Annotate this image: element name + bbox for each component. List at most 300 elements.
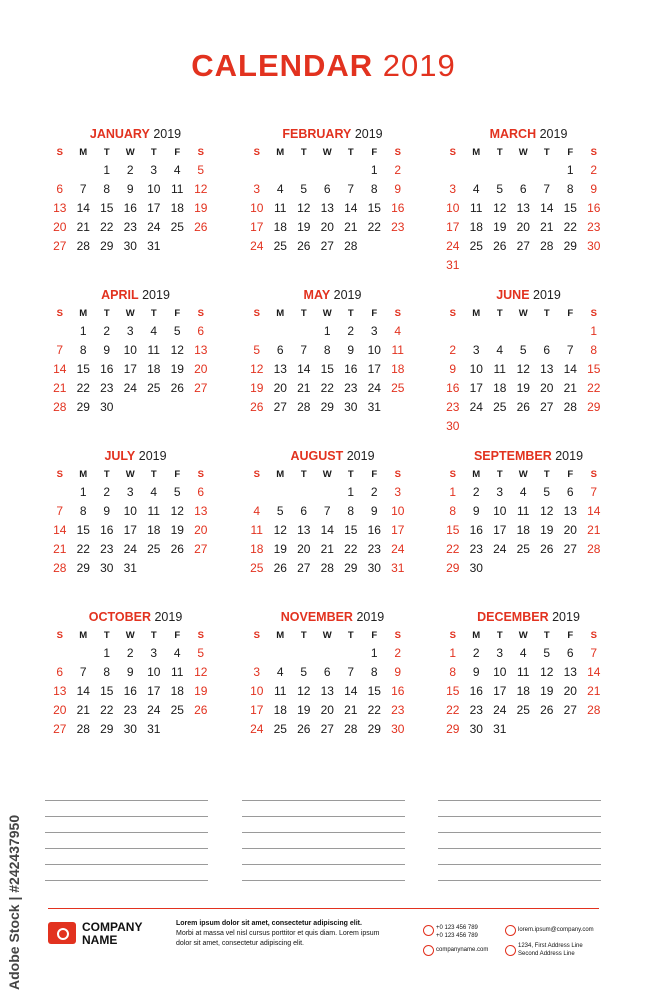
empty-day-cell: [72, 161, 96, 180]
day-cell: 21: [587, 523, 601, 537]
day-cell: 15: [100, 201, 114, 215]
weekday-header: T: [103, 630, 110, 641]
day-grid: [441, 467, 616, 578]
day-cell: 6: [276, 343, 284, 357]
day-cell: 10: [250, 684, 264, 698]
day-cell: 12: [250, 362, 264, 376]
day-cell: 18: [250, 542, 264, 556]
empty-day-cell: [316, 161, 340, 180]
day-cell: 29: [76, 561, 90, 575]
weekday-header: T: [496, 308, 503, 319]
day-grid: [245, 628, 420, 739]
day-cell: 3: [472, 343, 480, 357]
day-cell: 9: [103, 504, 111, 518]
month-title: MAY 2019: [303, 288, 362, 302]
day-cell: 28: [540, 239, 554, 253]
day-cell: 21: [344, 703, 358, 717]
day-cell: 24: [469, 400, 483, 414]
day-cell: 13: [53, 201, 67, 215]
month-june: [441, 288, 616, 436]
day-cell: 18: [170, 201, 184, 215]
day-cell: 10: [147, 182, 161, 196]
day-cell: 12: [170, 343, 184, 357]
weekday-header: T: [103, 469, 110, 480]
weekday-header: M: [276, 630, 285, 641]
day-cell: 16: [469, 523, 483, 537]
weekday-header: F: [567, 147, 574, 158]
day-cell: 31: [147, 239, 161, 253]
empty-day-cell: [488, 161, 512, 180]
empty-day-cell: [245, 644, 269, 663]
day-cell: 25: [391, 381, 405, 395]
day-cell: 10: [446, 201, 460, 215]
weekday-header: F: [174, 308, 181, 319]
day-cell: 29: [320, 400, 334, 414]
day-cell: 16: [446, 381, 460, 395]
day-cell: 7: [590, 485, 598, 499]
day-cell: 15: [563, 201, 577, 215]
day-cell: 24: [250, 722, 264, 736]
day-cell: 11: [517, 665, 530, 679]
day-grid: [48, 628, 223, 739]
day-cell: 16: [100, 362, 114, 376]
day-cell: 8: [449, 665, 457, 679]
day-cell: 6: [197, 324, 205, 338]
empty-day-cell: [559, 322, 583, 341]
weekday-header: S: [394, 147, 401, 158]
empty-day-cell: [245, 322, 269, 341]
day-cell: 10: [147, 665, 161, 679]
month-title: MARCH 2019: [489, 127, 568, 141]
day-cell: 26: [194, 220, 208, 234]
day-cell: 19: [170, 362, 184, 376]
empty-day-cell: [269, 644, 293, 663]
weekday-header: S: [449, 469, 456, 480]
day-cell: 5: [300, 665, 308, 679]
day-cell: 31: [446, 258, 460, 272]
day-cell: 5: [543, 646, 551, 660]
day-cell: 4: [394, 324, 402, 338]
weekday-header: F: [371, 147, 378, 158]
day-cell: 4: [173, 646, 181, 660]
day-cell: 13: [273, 362, 287, 376]
day-cell: 25: [273, 722, 287, 736]
weekday-header: S: [56, 630, 63, 641]
day-grid: [245, 306, 420, 417]
day-cell: 29: [344, 561, 358, 575]
day-cell: 13: [53, 684, 67, 698]
day-cell: 5: [173, 485, 181, 499]
day-cell: 31: [147, 722, 161, 736]
day-cell: 27: [273, 400, 287, 414]
day-cell: 10: [391, 504, 405, 518]
day-cell: 2: [590, 163, 598, 177]
empty-day-cell: [48, 161, 72, 180]
day-cell: 19: [194, 201, 208, 215]
day-cell: 19: [194, 684, 208, 698]
day-cell: 16: [123, 201, 137, 215]
empty-day-cell: [269, 161, 293, 180]
day-cell: 8: [103, 182, 111, 196]
day-cell: 16: [469, 684, 483, 698]
day-cell: 25: [493, 400, 507, 414]
day-cell: 23: [344, 381, 358, 395]
day-cell: 24: [493, 703, 507, 717]
day-cell: 26: [297, 722, 311, 736]
day-cell: 11: [274, 201, 287, 215]
camera-logo-icon: [48, 922, 76, 944]
day-cell: 22: [563, 220, 577, 234]
day-cell: 5: [253, 343, 261, 357]
weekday-header: M: [79, 147, 88, 158]
day-cell: 9: [590, 182, 598, 196]
weekday-header: T: [496, 469, 503, 480]
day-cell: 12: [194, 182, 208, 196]
day-cell: 13: [320, 201, 334, 215]
day-cell: 20: [563, 523, 577, 537]
day-cell: 29: [367, 722, 381, 736]
weekday-header: T: [543, 308, 550, 319]
day-cell: 31: [367, 400, 381, 414]
day-cell: 15: [446, 684, 460, 698]
day-cell: 15: [367, 201, 381, 215]
day-cell: 9: [472, 504, 480, 518]
day-cell: 27: [516, 239, 530, 253]
day-cell: 10: [250, 201, 264, 215]
day-cell: 29: [100, 239, 114, 253]
weekday-header: T: [543, 469, 550, 480]
weekday-header: F: [174, 469, 181, 480]
day-cell: 8: [323, 343, 331, 357]
weekday-header: M: [79, 308, 88, 319]
day-cell: 18: [391, 362, 405, 376]
month-october: [48, 610, 223, 739]
weekday-header: M: [79, 469, 88, 480]
day-cell: 4: [472, 182, 480, 196]
day-cell: 6: [197, 485, 205, 499]
day-cell: 13: [516, 201, 530, 215]
day-cell: 26: [540, 703, 554, 717]
weekday-header: W: [125, 147, 135, 158]
day-cell: 10: [469, 362, 483, 376]
day-cell: 23: [123, 703, 137, 717]
weekday-header: T: [543, 630, 550, 641]
day-cell: 28: [587, 703, 601, 717]
day-cell: 8: [590, 343, 598, 357]
day-cell: 4: [253, 504, 261, 518]
day-cell: 5: [543, 485, 551, 499]
day-cell: 14: [76, 201, 90, 215]
day-cell: 2: [394, 646, 402, 660]
weekday-header: S: [253, 308, 260, 319]
day-cell: 8: [79, 343, 87, 357]
day-cell: 26: [273, 561, 287, 575]
empty-day-cell: [316, 483, 340, 502]
day-cell: 16: [391, 201, 405, 215]
month-title: FEBRUARY 2019: [282, 127, 383, 141]
day-cell: 17: [147, 684, 161, 698]
day-cell: 6: [543, 343, 551, 357]
weekday-header: F: [174, 630, 181, 641]
day-cell: 26: [540, 542, 554, 556]
day-cell: 22: [100, 220, 114, 234]
day-cell: 1: [449, 646, 457, 660]
day-cell: 19: [250, 381, 264, 395]
day-cell: 15: [446, 523, 460, 537]
day-cell: 8: [103, 665, 111, 679]
day-cell: 25: [516, 542, 530, 556]
day-cell: 28: [563, 400, 577, 414]
notes-lines-1: [45, 800, 208, 896]
day-cell: 31: [493, 722, 507, 736]
day-cell: 7: [347, 665, 355, 679]
weekday-header: S: [449, 308, 456, 319]
day-cell: 29: [446, 722, 460, 736]
day-cell: 28: [587, 542, 601, 556]
day-cell: 16: [344, 362, 358, 376]
weekday-header: S: [590, 630, 597, 641]
day-cell: 23: [469, 542, 483, 556]
day-cell: 25: [516, 703, 530, 717]
day-cell: 13: [194, 343, 208, 357]
day-cell: 7: [79, 665, 87, 679]
day-cell: 30: [446, 419, 460, 433]
day-cell: 22: [587, 381, 601, 395]
day-cell: 30: [123, 722, 137, 736]
day-cell: 1: [590, 324, 598, 338]
day-cell: 4: [276, 665, 284, 679]
day-cell: 27: [53, 239, 67, 253]
month-title: DECEMBER 2019: [477, 610, 580, 624]
weekday-header: S: [56, 308, 63, 319]
day-cell: 6: [56, 182, 64, 196]
day-cell: 23: [391, 220, 405, 234]
day-cell: 23: [123, 220, 137, 234]
day-cell: 2: [347, 324, 355, 338]
day-cell: 1: [103, 163, 111, 177]
day-cell: 22: [320, 381, 334, 395]
day-cell: 10: [123, 343, 137, 357]
month-title: OCTOBER 2019: [88, 610, 183, 624]
footer-lorem-bold: Lorem ipsum dolor sit amet, consectetur adipiscing elit.: [176, 920, 362, 927]
day-cell: 14: [540, 201, 554, 215]
day-cell: 7: [56, 504, 64, 518]
day-cell: 20: [516, 220, 530, 234]
day-cell: 12: [493, 201, 507, 215]
weekday-header: S: [394, 469, 401, 480]
empty-day-cell: [292, 161, 316, 180]
day-cell: 19: [273, 542, 287, 556]
day-cell: 26: [493, 239, 507, 253]
day-cell: 24: [391, 542, 405, 556]
day-cell: 5: [496, 182, 504, 196]
day-cell: 23: [391, 703, 405, 717]
weekday-header: T: [150, 308, 157, 319]
day-cell: 25: [147, 542, 161, 556]
day-cell: 11: [147, 343, 160, 357]
weekday-header: M: [472, 147, 481, 158]
stock-watermark: Adobe Stock | #242437950: [6, 814, 22, 990]
day-grid: [441, 628, 616, 739]
day-cell: 22: [76, 542, 90, 556]
weekday-header: W: [518, 308, 528, 319]
day-cell: 21: [563, 381, 577, 395]
weekday-header: S: [449, 147, 456, 158]
day-cell: 20: [563, 684, 577, 698]
day-cell: 3: [150, 163, 158, 177]
day-cell: 3: [496, 485, 504, 499]
month-november: [245, 610, 420, 739]
day-cell: 14: [587, 504, 601, 518]
title-word: CALENDAR: [191, 48, 374, 83]
weekday-header: S: [56, 469, 63, 480]
day-cell: 23: [100, 381, 114, 395]
day-cell: 18: [516, 684, 530, 698]
day-cell: 4: [276, 182, 284, 196]
day-cell: 30: [469, 722, 483, 736]
day-cell: 2: [126, 163, 134, 177]
month-august: [245, 449, 420, 578]
day-cell: 25: [170, 703, 184, 717]
day-cell: 20: [320, 220, 334, 234]
weekday-header: W: [322, 469, 332, 480]
day-cell: 12: [170, 504, 184, 518]
day-cell: 21: [76, 220, 90, 234]
day-cell: 1: [566, 163, 574, 177]
empty-day-cell: [465, 161, 489, 180]
day-cell: 27: [563, 703, 577, 717]
day-cell: 2: [472, 646, 480, 660]
day-cell: 5: [300, 182, 308, 196]
day-cell: 29: [587, 400, 601, 414]
mail-icon: [505, 925, 516, 936]
day-cell: 5: [173, 324, 181, 338]
day-cell: 17: [123, 362, 137, 376]
day-cell: 10: [367, 343, 381, 357]
day-cell: 27: [320, 239, 334, 253]
day-cell: 1: [79, 485, 87, 499]
day-cell: 24: [493, 542, 507, 556]
day-grid: [48, 145, 223, 256]
day-cell: 3: [126, 485, 134, 499]
day-cell: 4: [173, 163, 181, 177]
empty-day-cell: [245, 483, 269, 502]
day-cell: 13: [297, 523, 311, 537]
email: lorem.ipsum@company.com: [518, 927, 594, 933]
day-cell: 5: [519, 343, 527, 357]
company-name: COMPANY NAME: [82, 920, 143, 947]
day-cell: 9: [449, 362, 457, 376]
day-cell: 27: [194, 381, 208, 395]
day-cell: 19: [540, 523, 554, 537]
weekday-header: T: [150, 630, 157, 641]
day-cell: 28: [297, 400, 311, 414]
day-cell: 20: [53, 220, 67, 234]
footer-divider: [48, 908, 599, 909]
day-cell: 25: [170, 220, 184, 234]
weekday-header: T: [150, 147, 157, 158]
day-cell: 11: [171, 182, 184, 196]
weekday-header: T: [103, 308, 110, 319]
weekday-header: T: [103, 147, 110, 158]
day-cell: 21: [344, 220, 358, 234]
day-cell: 23: [587, 220, 601, 234]
day-cell: 1: [449, 485, 457, 499]
day-cell: 3: [253, 665, 261, 679]
day-cell: 18: [516, 523, 530, 537]
day-cell: 14: [297, 362, 311, 376]
day-cell: 26: [170, 542, 184, 556]
weekday-header: T: [300, 630, 307, 641]
day-cell: 11: [517, 504, 530, 518]
empty-day-cell: [245, 161, 269, 180]
day-cell: 2: [472, 485, 480, 499]
empty-day-cell: [48, 483, 72, 502]
empty-day-cell: [441, 161, 465, 180]
day-cell: 30: [100, 400, 114, 414]
day-cell: 14: [344, 684, 358, 698]
weekday-header: T: [496, 630, 503, 641]
weekday-header: M: [276, 147, 285, 158]
day-cell: 19: [493, 220, 507, 234]
day-cell: 10: [493, 665, 507, 679]
weekday-header: S: [253, 630, 260, 641]
day-cell: 14: [344, 201, 358, 215]
day-cell: 1: [347, 485, 355, 499]
day-cell: 19: [540, 684, 554, 698]
day-cell: 23: [367, 542, 381, 556]
day-cell: 13: [563, 665, 577, 679]
day-cell: 18: [147, 523, 161, 537]
day-cell: 12: [273, 523, 287, 537]
day-cell: 11: [250, 523, 263, 537]
day-cell: 30: [100, 561, 114, 575]
day-cell: 30: [587, 239, 601, 253]
day-cell: 8: [370, 182, 378, 196]
day-cell: 24: [446, 239, 460, 253]
day-cell: 2: [103, 324, 111, 338]
day-cell: 29: [563, 239, 577, 253]
day-cell: 20: [297, 542, 311, 556]
footer-description: [176, 919, 391, 949]
day-cell: 9: [394, 665, 402, 679]
day-cell: 26: [297, 239, 311, 253]
day-cell: 14: [53, 362, 67, 376]
day-cell: 9: [370, 504, 378, 518]
day-cell: 14: [53, 523, 67, 537]
weekday-header: F: [371, 308, 378, 319]
day-cell: 11: [274, 684, 287, 698]
day-cell: 25: [273, 239, 287, 253]
day-cell: 15: [367, 684, 381, 698]
day-cell: 6: [566, 485, 574, 499]
day-cell: 9: [103, 343, 111, 357]
day-cell: 10: [493, 504, 507, 518]
day-cell: 30: [469, 561, 483, 575]
day-cell: 31: [391, 561, 405, 575]
day-cell: 7: [566, 343, 574, 357]
notes-lines-3: [438, 800, 601, 896]
empty-day-cell: [339, 161, 363, 180]
weekday-header: T: [300, 469, 307, 480]
day-cell: 1: [370, 646, 378, 660]
day-cell: 16: [587, 201, 601, 215]
month-title: SEPTEMBER 2019: [473, 449, 584, 463]
day-cell: 6: [56, 665, 64, 679]
weekday-header: T: [543, 147, 550, 158]
day-cell: 17: [446, 220, 460, 234]
day-cell: 7: [300, 343, 308, 357]
